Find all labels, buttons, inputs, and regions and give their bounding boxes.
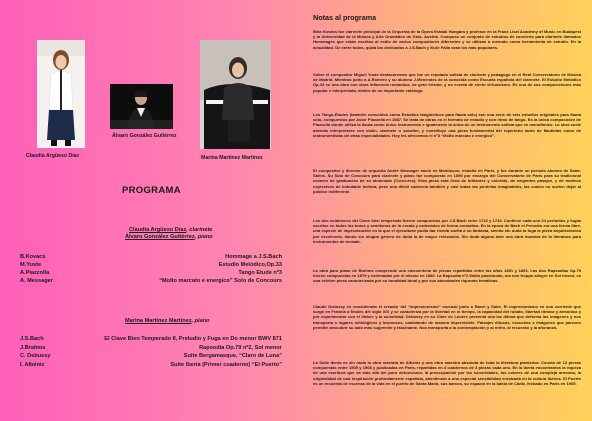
composer: A.Piazzolla <box>20 270 50 276</box>
composer: M.Yuste <box>20 262 42 268</box>
performer-name: Marina Martínez Martínez <box>125 318 192 324</box>
notes-paragraph: Los Tango-Études (también conocidos como Estudios tangüísticos para flauta solo) son una serie de seis estudios originales para flauta solo, compuestos por Astor Piazzolla en 1987. Se trata de obras en el formato de estudio y con ritmo de tango. Es la única composición de Piazzolla donde utiliza la flauta como único instrumento e igualmente la única de un instrumento solista que es monofónico. La obra suele además interpretarse con violín, clarinete o saxofón, y constituye una pieza fundamental del repertorio tanto de flautistas como de instrumentistas de otras especialidades. Hoy les ofrecemos el nº3 “Molto marcato e energico”. <box>313 112 581 138</box>
work: Tango Etude nº3 <box>238 270 282 276</box>
composer: I. Albéniz <box>20 362 45 368</box>
performer-line <box>129 227 212 234</box>
notes-paragraph: Béla Kovács fue clarinete principal de la Orquesta de la Ópera Estatal Húngara y profesor en la Franz Liszt Academy of Music en Budapest y la Universidad de la Música y Arte Dramático de Graz, Austria. Compuso un conjunto de estudios de concierto para clarinete llamados Hommages que están escritos al estilo de varios compositores diferentes y se utilizan a menudo como herramienta de estudio. En la actualidad. De entre todos, quizá los dedicados a J.S.Bach y M.de Falla sean los más populares. <box>313 29 581 50</box>
portrait-pianist-woman-image <box>200 40 271 149</box>
notes-paragraph: Los dos volúmenes del Clave bien temperado fueron compuestos por J.S.Bach entre 1722 y 1744. Contiene cada uno 24 preludios y fugas escritos en todos los tonos y semitonos de la escala y ordenados de forma cromática. En la época de Bach el Preludio era una forma libre, una especie de improvisación en la que el ejecutante podía dar rienda suelta a su fantasía, siendo sin duda la fuga la pieza arquitectónica por excelencia, dando sin ningún género de duda la de mayor relevancia. Sin duda alguna ante una obra maestra de la literatura para instrumentos de teclado. <box>313 218 581 244</box>
composer: C. Debussy <box>20 353 51 359</box>
performer-name: Claudia Argüeso Díaz <box>129 227 187 233</box>
photo-caption: Álvaro González Gutiérrez <box>112 133 177 139</box>
photo-alvaro <box>110 84 173 129</box>
photo-caption: Marina Martínez Martínez <box>201 155 263 161</box>
notes-paragraph: Claude Debussy es considerado el creador del “impresionismo” musical junto a Ravel y Satie. El impresionismo es una corriente que surge en Francia a finales del siglo XIX y se caracteriza por la libertad en el tiempo, la capacidad del rubato, libertad rítmica y armónica y por experimentar con el timbre y la sonoridad. Debussy en su Clare de Lunere presenta una luz difusa que deforma las imágenes y nos transporta a lugares mitológicos y brumosos, cambiando de manera imprevisible. Paisajes difusos, escuchas e imágenes que parecen permitir descubrir su lado más sugerente y fascinante. Nos transporta a la contemplación y al retiro, al recuerdo y la añoranza. <box>313 304 581 330</box>
portrait-pianist-image <box>110 84 173 129</box>
composer: A. Messager <box>20 278 53 284</box>
work: Suite Bergamasque, “Claro de Luna” <box>183 353 282 359</box>
work: Rapsodia Op.79 nº2, Sol menor <box>199 345 282 351</box>
work: Estudio Melódico,Op.33 <box>218 262 282 268</box>
work: El Clave Bien Temperado II, Preludio y Fuga en Do menor BWV 871 <box>104 336 282 342</box>
composer: B.Kovacs <box>20 254 46 260</box>
work: “Molto marcato e energico” Solo de Concours <box>159 278 282 284</box>
notes-paragraph: La obra para piano de Brahms comprende una cincuentena de piezas repartidas entre los años 1851 y 1893. Las dos Rapsodias Op.79 fueron compuestas en 1879 y estrenadas por él mismo en 1880. La Rapsodia nº2 Molto passionato, ma non troppo allegro en Sol menor, es una célebre pieza caracterizada por su tonalidad tonal y por sus abundantes riquezas temáticas. <box>313 268 581 284</box>
work: Hommage a J.S.Bach <box>225 254 282 260</box>
performer-role: , piano <box>191 318 210 324</box>
performer-name: Álvaro González Gutiérrez <box>125 234 195 240</box>
composer: J.Brahms <box>20 345 46 351</box>
performer-role: , clarinete <box>186 227 213 233</box>
composer: J.S.Bach <box>20 336 44 342</box>
photo-marina <box>200 40 271 149</box>
portrait-clarinetist-image <box>37 40 85 148</box>
notes-paragraph: Sobre el compositor Miguel Yuste destacaremos que fue un reputado solista de clarinete y pedagogo en el Real Conservatorio de Música de Madrid. Mientras junto a A.Romero y su alumno J.Menéndez de la conocida como Escuela española del clarinete. El Estudio Melódico Op.33 es una obra con clara influencia romántica, de gran lirismo, y no exenta de cierto virtuosismo. Es una de sus composiciones más popular e interpretada, dentro de un importante catálogo. <box>313 72 581 93</box>
notes-paragraph: La Suite Iberia es sin duda la obra maestra de Albéniz y una obra maestra absoluta de toda la literatura pianística. Consta de 12 piezas compuestas entre 1905 y 1908 y publicadas en París, repartidas en 4 cuadernos de 3 piezas cada uno. En la Iberia encontramos la riqueza de una escritura que va más allá del puro virtuosismo, la preocupación por las sonoridades, los colores de una compleja armonía, la originalidad de una inspiración profundamente española, atendiendo a una especial sensibilidad enraizada en la cultura ibérica. El Puerto es un recuerdo de escenas de la vida en el puerto de Santa María, sus barcos, su espacio en la bahía de Cádiz, fechado en París en 1905. <box>313 360 581 386</box>
performer-line <box>125 234 213 241</box>
performer-line <box>125 318 210 325</box>
work: Suite Iberia (Primer cuaderno) “El Puerto” <box>170 362 282 368</box>
photo-caption: Claudia Argüeso Díaz <box>26 153 80 159</box>
notes-title: Notas al programa <box>313 13 377 22</box>
photo-claudia <box>37 40 85 148</box>
notes-paragraph: El compositor y director de orquesta André Messager nació en Montluçon, estudió en París, y fue durante un periodo alumno de Saint-Saëns. Su Solo de Concours para clarinete y piano fue compuesto en 1899 por encargo del Conservatorio de París para su tradicional examen de graduación de su alumnado (Concurso). Esta pieza está llena de brillantez y colorido, de exigentes pasajes, y de motivos expresivos de indudable belleza, pese una difícil cadencia también y casi todas las piruletas imaginables, las cuales no suelen dejar al público indiferente. <box>313 168 581 194</box>
performer-role: , piano <box>194 234 213 240</box>
program-heading: PROGRAMA <box>122 185 181 196</box>
